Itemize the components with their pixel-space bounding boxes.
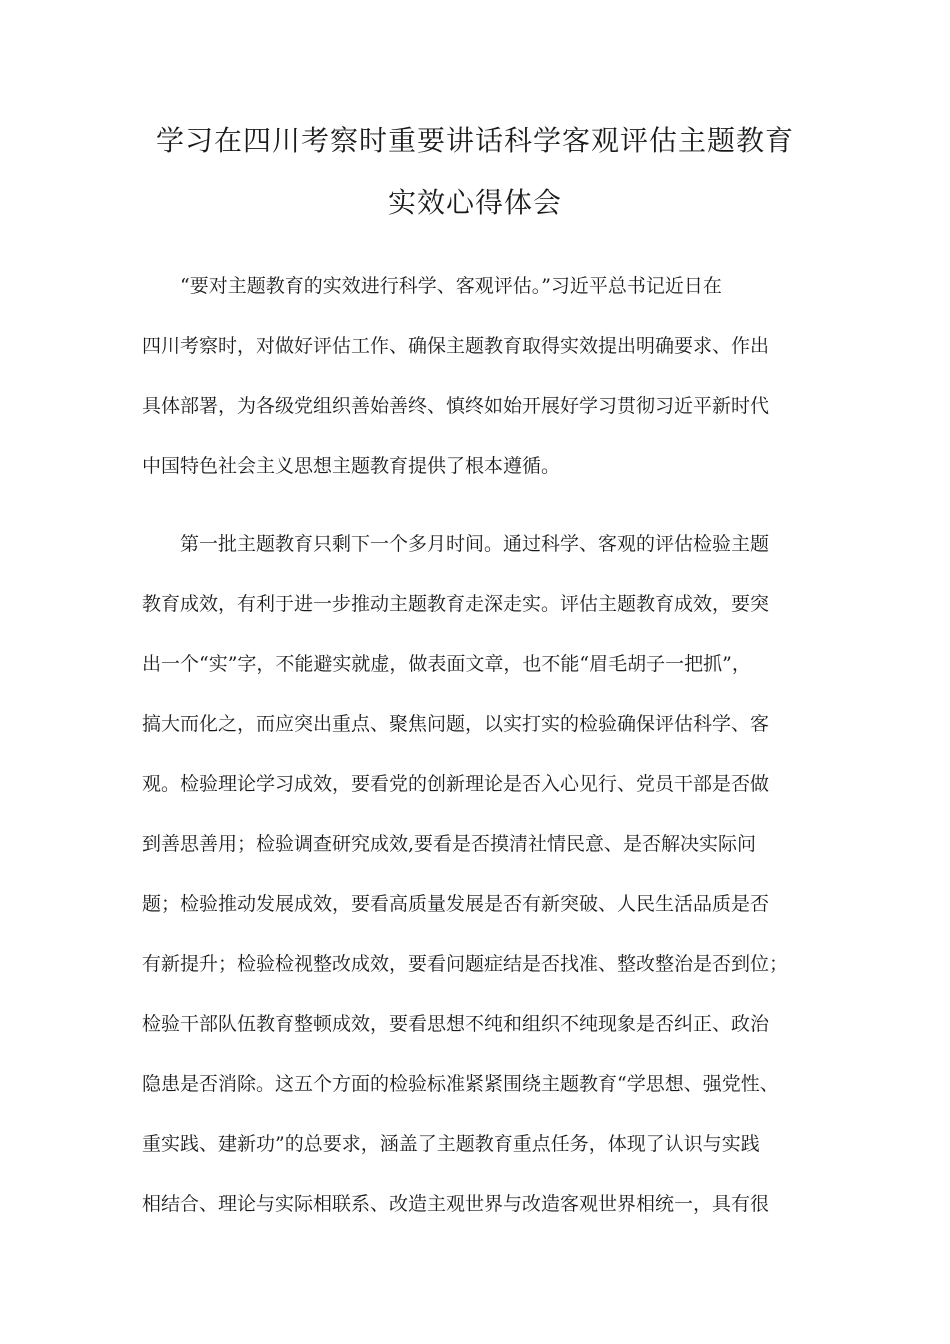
paragraph-2-line: 重实践、建新功”的总要求，涵盖了主题教育重点任务，体现了认识与实践 — [142, 1133, 760, 1155]
paragraph-2-line: 观。检验理论学习成效，要看党的创新理论是否入心见行、党员干部是否做 — [142, 773, 770, 795]
paragraph-1-line: “要对主题教育的实效进行科学、客观评估。”习近平总书记近日在 — [180, 275, 722, 297]
paragraph-2-line: 搞大而化之，而应突出重点、聚焦问题，以实打实的检验确保评估科学、客 — [142, 713, 770, 735]
paragraph-2-line: 检验干部队伍教育整顿成效，要看思想不纯和组织不纯现象是否纠正、政治 — [142, 1013, 770, 1035]
paragraph-2-line: 第一批主题教育只剩下一个多月时间。通过科学、客观的评估检验主题 — [180, 533, 770, 555]
paragraph-2-line: 相结合、理论与实际相联系、改造主观世界与改造客观世界相统一，具有很 — [142, 1193, 770, 1215]
paragraph-2-line: 有新提升；检验检视整改成效，要看问题症结是否找准、整改整治是否到位； — [142, 953, 789, 975]
paragraph-1-line: 中国特色社会主义思想主题教育提供了根本遵循。 — [142, 455, 561, 477]
paragraph-1-line: 四川考察时，对做好评估工作、确保主题教育取得实效提出明确要求、作出 — [142, 335, 770, 357]
paragraph-2-line: 隐患是否消除。这五个方面的检验标准紧紧围绕主题教育“学思想、强党性、 — [142, 1073, 779, 1095]
paragraph-2-line: 出一个“实”字，不能避实就虚，做表面文章，也不能“眉毛胡子一把抓”， — [142, 653, 751, 675]
paragraph-1-line: 具体部署，为各级党组织善始善终、慎终如始开展好学习贯彻习近平新时代 — [142, 395, 770, 417]
document-title-line-1: 学习在四川考察时重要讲话科学客观评估主题教育 — [155, 124, 794, 157]
paragraph-2-line: 教育成效，有利于进一步推动主题教育走深走实。评估主题教育成效，要突 — [142, 593, 770, 615]
paragraph-2-line: 到善思善用；检验调查研究成效,要看是否摸清社情民意、是否解决实际问 — [142, 833, 757, 855]
paragraph-2-line: 题；检验推动发展成效，要看高质量发展是否有新突破、人民生活品质是否 — [142, 893, 770, 915]
document-title-line-2: 实效心得体会 — [387, 186, 562, 219]
